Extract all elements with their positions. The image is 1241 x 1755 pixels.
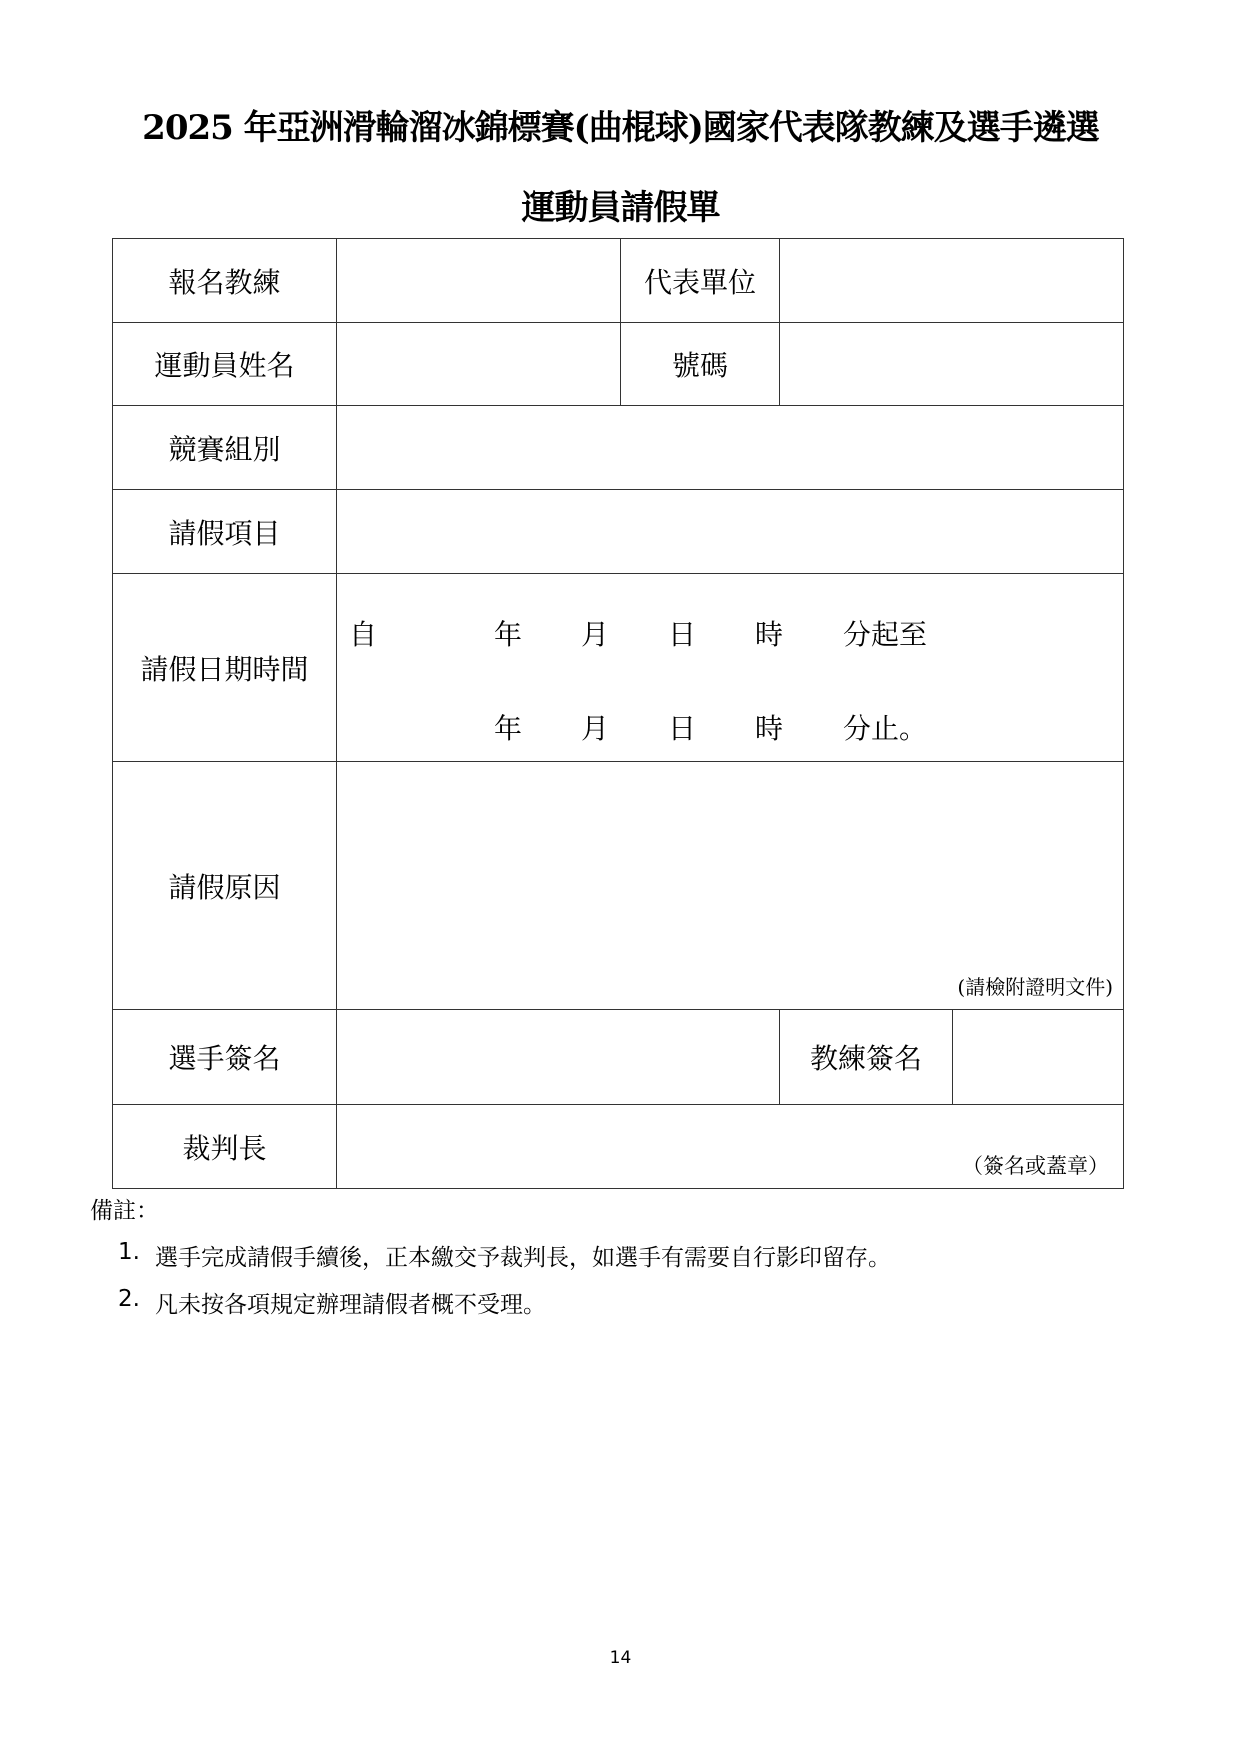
leave-datetime-label: 請假日期時間 [113, 574, 337, 762]
page-title-line1: 2025 年亞洲滑輪溜冰錦標賽(曲棍球)國家代表隊教練及選手遴選 [142, 108, 1099, 148]
leave-datetime-field[interactable] [337, 574, 1124, 762]
list-item-text: 選手完成請假手續後，正本繳交予裁判長，如選手有需要自行影印留存。 [155, 1245, 891, 1271]
athlete-name-field[interactable] [337, 323, 621, 406]
athlete-sign-field[interactable] [337, 1010, 780, 1105]
referee-note: （簽名或蓋章） [962, 1153, 1109, 1178]
unit-field[interactable] [780, 239, 1124, 323]
remarks-title: 備註： [90, 1198, 159, 1224]
list-item-number: 1. [118, 1239, 140, 1265]
end-month-text: 月 [581, 711, 610, 745]
list-item-text: 凡未按各項規定辦理請假者概不受理。 [155, 1292, 546, 1318]
start-month-text: 月 [581, 617, 610, 651]
leave-item-field[interactable] [337, 490, 1124, 574]
from-text: 自 [349, 617, 378, 651]
end-minute-text: 分止。 [843, 711, 928, 745]
athlete-sign-label: 選手簽名 [113, 1010, 337, 1105]
list-item [90, 1286, 891, 1319]
referee-field[interactable] [337, 1105, 1124, 1189]
remarks [90, 1192, 891, 1333]
reason-note: (請檢附證明文件) [957, 975, 1113, 999]
end-hour-text: 時 [755, 711, 784, 745]
coach-label: 報名教練 [113, 239, 337, 323]
group-label: 競賽組別 [113, 406, 337, 490]
end-year-text: 年 [494, 711, 523, 745]
page-number: 14 [609, 1648, 632, 1668]
list-item [90, 1239, 891, 1272]
coach-field[interactable] [337, 239, 621, 323]
unit-label: 代表單位 [621, 239, 780, 323]
group-field[interactable] [337, 406, 1124, 490]
end-day-text: 日 [668, 711, 697, 745]
leave-item-label: 請假項目 [113, 490, 337, 574]
start-day-text: 日 [668, 617, 697, 651]
referee-label: 裁判長 [113, 1105, 337, 1189]
athlete-name-label: 運動員姓名 [113, 323, 337, 406]
coach-sign-field[interactable] [953, 1010, 1124, 1105]
number-field[interactable] [780, 323, 1124, 406]
start-year-text: 年 [494, 617, 523, 651]
reason-label: 請假原因 [113, 762, 337, 1010]
leave-form-table [112, 238, 1124, 1189]
list-item-number: 2. [118, 1286, 140, 1312]
number-label: 號碼 [621, 323, 780, 406]
reason-field[interactable] [337, 762, 1124, 1010]
coach-sign-label: 教練簽名 [780, 1010, 953, 1105]
start-minute-text: 分起至 [843, 617, 928, 651]
page-title-line2: 運動員請假單 [521, 188, 720, 228]
start-hour-text: 時 [755, 617, 784, 651]
